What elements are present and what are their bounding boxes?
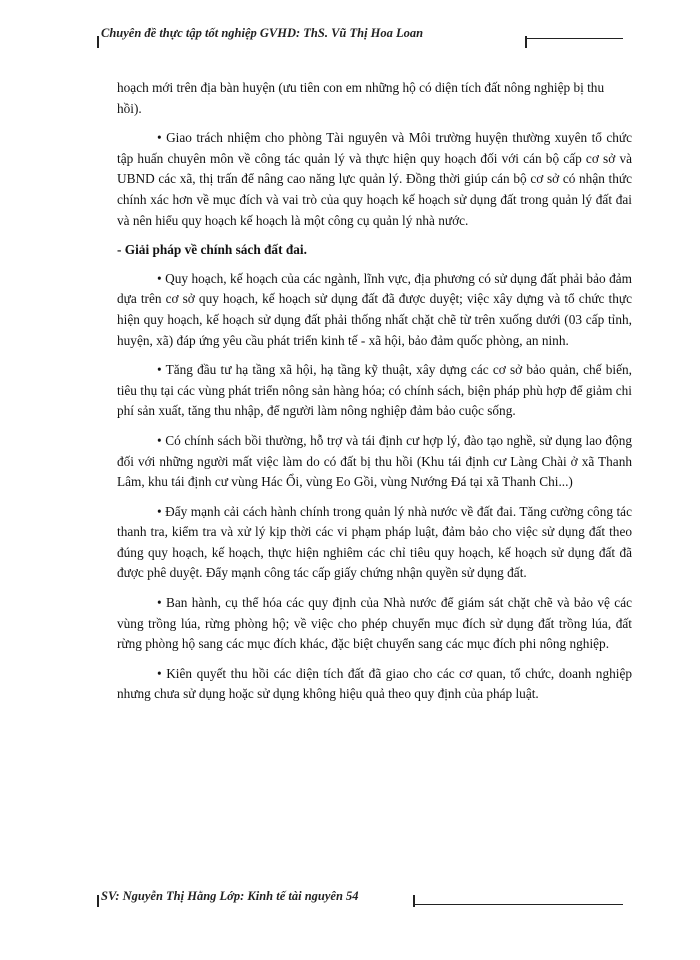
paragraph-continuation: hoạch mới trên địa bàn huyện (ưu tiên con em những hộ có diện tích đất nông nghiệp bị thu hồi). <box>117 80 605 116</box>
footer-rule <box>415 904 623 905</box>
paragraph-planning: • Quy hoạch, kế hoạch của các ngành, lĩnh vực, địa phương có sử dụng đất phải bảo đảm dựa trên cơ sở quy hoạch, kế hoạch sử dụng đất đã được duyệt; việc xây dựng và tổ chức thực hiện quy hoạch, kế hoạch sử dụng đất phải thống nhất chặt chẽ từ trên xuống dưới (03 cấp tỉnh, huyện, xã) đáp ứng yêu cầu phát triển kinh tế - xã hội, bảo đảm quốc phòng, an ninh. <box>117 270 632 348</box>
footer-left-bar <box>97 895 99 907</box>
paragraph-admin-reform: • Đẩy mạnh cải cách hành chính trong quản lý nhà nước về đất đai. Tăng cường công tác thanh tra, kiểm tra và xử lý kịp thời các vi phạm pháp luật, đảm bảo cho việc sử dụng đất theo đúng quy hoạch, kế hoạch, thực hiện nghiêm các chỉ tiêu quy hoạch, kế hoạch sử dụng đất đã được phê duyệt. Đẩy mạnh công tác cấp giấy chứng nhận quyền sử dụng đất. <box>117 503 632 581</box>
paragraph-infrastructure: • Tăng đầu tư hạ tầng xã hội, hạ tầng kỹ thuật, xây dựng các cơ sở bảo quản, chế biến, tiêu thụ tại các vùng phát triển nông sản hàng hóa; có chính sách, biện pháp phù hợp để giảm chi phí sản xuất, tăng thu nhập, để người làm nông nghiệp đảm bảo cuộc sống. <box>117 362 632 419</box>
header-left-bar <box>97 36 99 48</box>
footer-text: SV: Nguyễn Thị Hằng Lớp: Kinh tế tài nguyên 54 <box>101 889 359 903</box>
page-header <box>97 26 623 48</box>
document-body <box>117 78 632 714</box>
paragraph-compensation: • Có chính sách bồi thường, hỗ trợ và tái định cư hợp lý, đào tạo nghề, sử dụng lao động đối với những người mất việc làm do có đất bị thu hồi (Khu tái định cư Làng Chài ở xã Thanh Lâm, khu tái định cư vùng Hác Ổi, vùng Eo Gồi, vùng Nướng Đá tại xã Thanh Chi...) <box>117 432 632 490</box>
paragraph-land-recovery: • Kiên quyết thu hồi các diện tích đất đã giao cho các cơ quan, tổ chức, doanh nghiệp nhưng chưa sử dụng hoặc sử dụng không hiệu quả theo quy định của pháp luật. <box>117 665 632 702</box>
header-text: Chuyên đề thực tập tốt nghiệp GVHD: ThS. Vũ Thị Hoa Loan <box>101 26 424 40</box>
section-heading: - Giải pháp về chính sách đất đai. <box>117 242 307 258</box>
paragraph-regulation: • Ban hành, cụ thể hóa các quy định của Nhà nước để giám sát chặt chẽ và bảo vệ các vùng trồng lúa, rừng phòng hộ; về việc cho phép chuyển mục đích sử dụng đất trồng lúa, đất rừng phòng hộ sang các mục đích khác, đặc biệt chuyển sang các mục đích phi nông nghiệp. <box>117 595 632 652</box>
paragraph-training: • Giao trách nhiệm cho phòng Tài nguyên và Môi trường huyện thường xuyên tổ chức tập huấn chuyên môn về công tác quản lý và thực hiện quy hoạch đối với cán bộ cấp cơ sở và UBND các xã, thị trấn để nâng cao năng lực quản lý. Đồng thời giúp cán bộ cơ sở có nhận thức chính xác hơn về mục đích và vai trò của quy hoạch kế hoạch sử dụng đất trong quản lý đất đai và nên hiểu quy hoạch kế hoạch là một công cụ quản lý nhà nước. <box>117 130 632 228</box>
header-rule <box>527 38 623 39</box>
page-footer <box>97 889 623 909</box>
footer-right-bar <box>413 895 415 907</box>
